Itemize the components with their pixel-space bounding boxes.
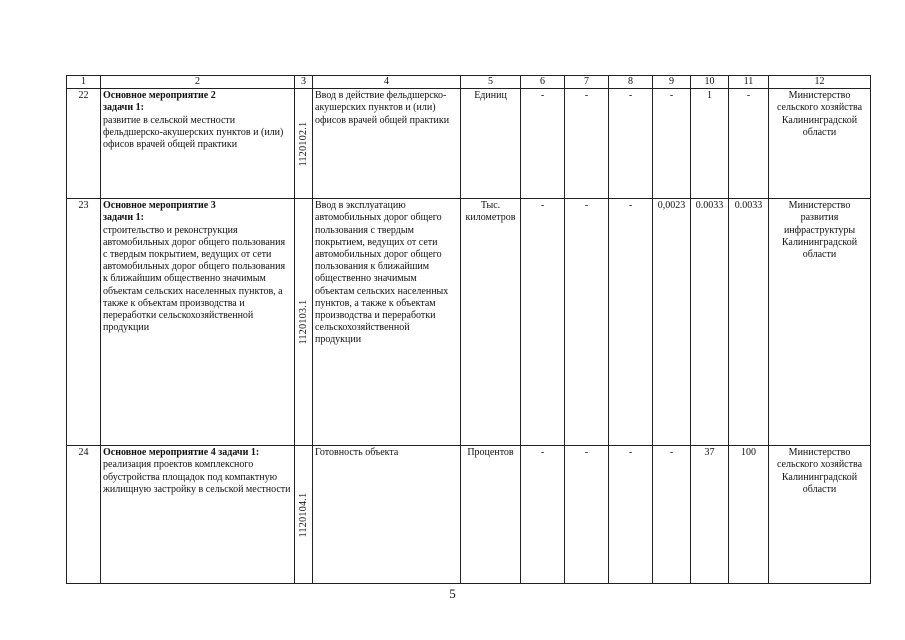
activity-cell <box>101 446 295 584</box>
value-cell: - <box>521 446 565 584</box>
activity-title: Основное мероприятие 4 задачи 1: <box>103 447 260 459</box>
indicator-cell: Ввод в эксплуатацию автомобильных дорог общего пользования с твердым покрытием, ведущих от сети автомобильных дорог общего пользования к ближайшим общественно значимым объектам сельских населенных пунктов, а также к объектам производства и переработки сельскохозяйственной продукции <box>313 199 461 446</box>
responsible-org: Министерство сельского хозяйства Калининградской области <box>769 446 871 584</box>
measures-table <box>66 75 871 584</box>
row-number: 22 <box>67 89 101 199</box>
responsible-org: Министерство развития инфраструктуры Калининградской области <box>769 199 871 446</box>
header-cell: 11 <box>729 76 769 89</box>
value-cell: 37 <box>691 446 729 584</box>
value-cell: - <box>609 89 653 199</box>
value-cell: 0.0033 <box>691 199 729 446</box>
indicator-cell: Готовность объекта <box>313 446 461 584</box>
code-cell <box>295 446 313 584</box>
activity-description: реализация проектов комплексного обустройства площадок под компактную жилищную застройку в сельской местности <box>103 459 291 495</box>
responsible-org: Министерство сельского хозяйства Калининградской области <box>769 89 871 199</box>
header-cell: 5 <box>461 76 521 89</box>
page-number: 5 <box>449 586 456 601</box>
header-row <box>67 76 871 89</box>
unit-cell: Процентов <box>461 446 521 584</box>
code-cell <box>295 89 313 199</box>
value-cell: - <box>565 446 609 584</box>
row-number: 24 <box>67 446 101 584</box>
table-row <box>67 89 871 199</box>
header-cell: 2 <box>101 76 295 89</box>
value-cell: - <box>729 89 769 199</box>
header-cell: 12 <box>769 76 871 89</box>
table-row <box>67 446 871 584</box>
activity-task: задачи 1: <box>103 102 144 114</box>
value-cell: 0.0033 <box>729 199 769 446</box>
header-cell: 6 <box>521 76 565 89</box>
header-cell: 10 <box>691 76 729 89</box>
code-text: 1120103.1 <box>297 299 309 345</box>
value-cell: - <box>565 199 609 446</box>
value-cell: - <box>521 89 565 199</box>
code-text: 1120102.1 <box>297 121 309 167</box>
header-cell: 1 <box>67 76 101 89</box>
unit-cell: Тыс. километров <box>461 199 521 446</box>
header-cell: 4 <box>313 76 461 89</box>
table-row <box>67 199 871 446</box>
activity-title: Основное мероприятие 3 <box>103 200 216 212</box>
row-number: 23 <box>67 199 101 446</box>
value-cell: 1 <box>691 89 729 199</box>
header-cell: 8 <box>609 76 653 89</box>
activity-task: задачи 1: <box>103 212 144 224</box>
activity-description: развитие в сельской местности фельдшерско-акушерских пунктов и (или) офисов врачей общей практики <box>103 114 284 151</box>
header-cell: 3 <box>295 76 313 89</box>
activity-cell <box>101 89 295 199</box>
header-cell: 7 <box>565 76 609 89</box>
activity-description: строительство и реконструкция автомобильных дорог общего пользования с твердым покрытием, ведущих от сети автомобильных дорог общего пользования к ближайшим общественно значимым объектам сельских населенных пунктов, а также к объектам производства и переработки сельскохозяйственной продукции <box>103 224 286 334</box>
value-cell: 100 <box>729 446 769 584</box>
header-cell: 9 <box>653 76 691 89</box>
value-cell: - <box>653 446 691 584</box>
unit-cell: Единиц <box>461 89 521 199</box>
value-cell: - <box>609 199 653 446</box>
value-cell: - <box>653 89 691 199</box>
value-cell: - <box>521 199 565 446</box>
value-cell: - <box>609 446 653 584</box>
value-cell: - <box>565 89 609 199</box>
indicator-cell: Ввод в действие фельдшерско-акушерских пунктов и (или) офисов врачей общей практики <box>313 89 461 199</box>
value-cell: 0,0023 <box>653 199 691 446</box>
activity-title: Основное мероприятие 2 <box>103 90 216 102</box>
code-cell <box>295 199 313 446</box>
activity-cell <box>101 199 295 446</box>
code-text: 1120104.1 <box>297 492 309 538</box>
